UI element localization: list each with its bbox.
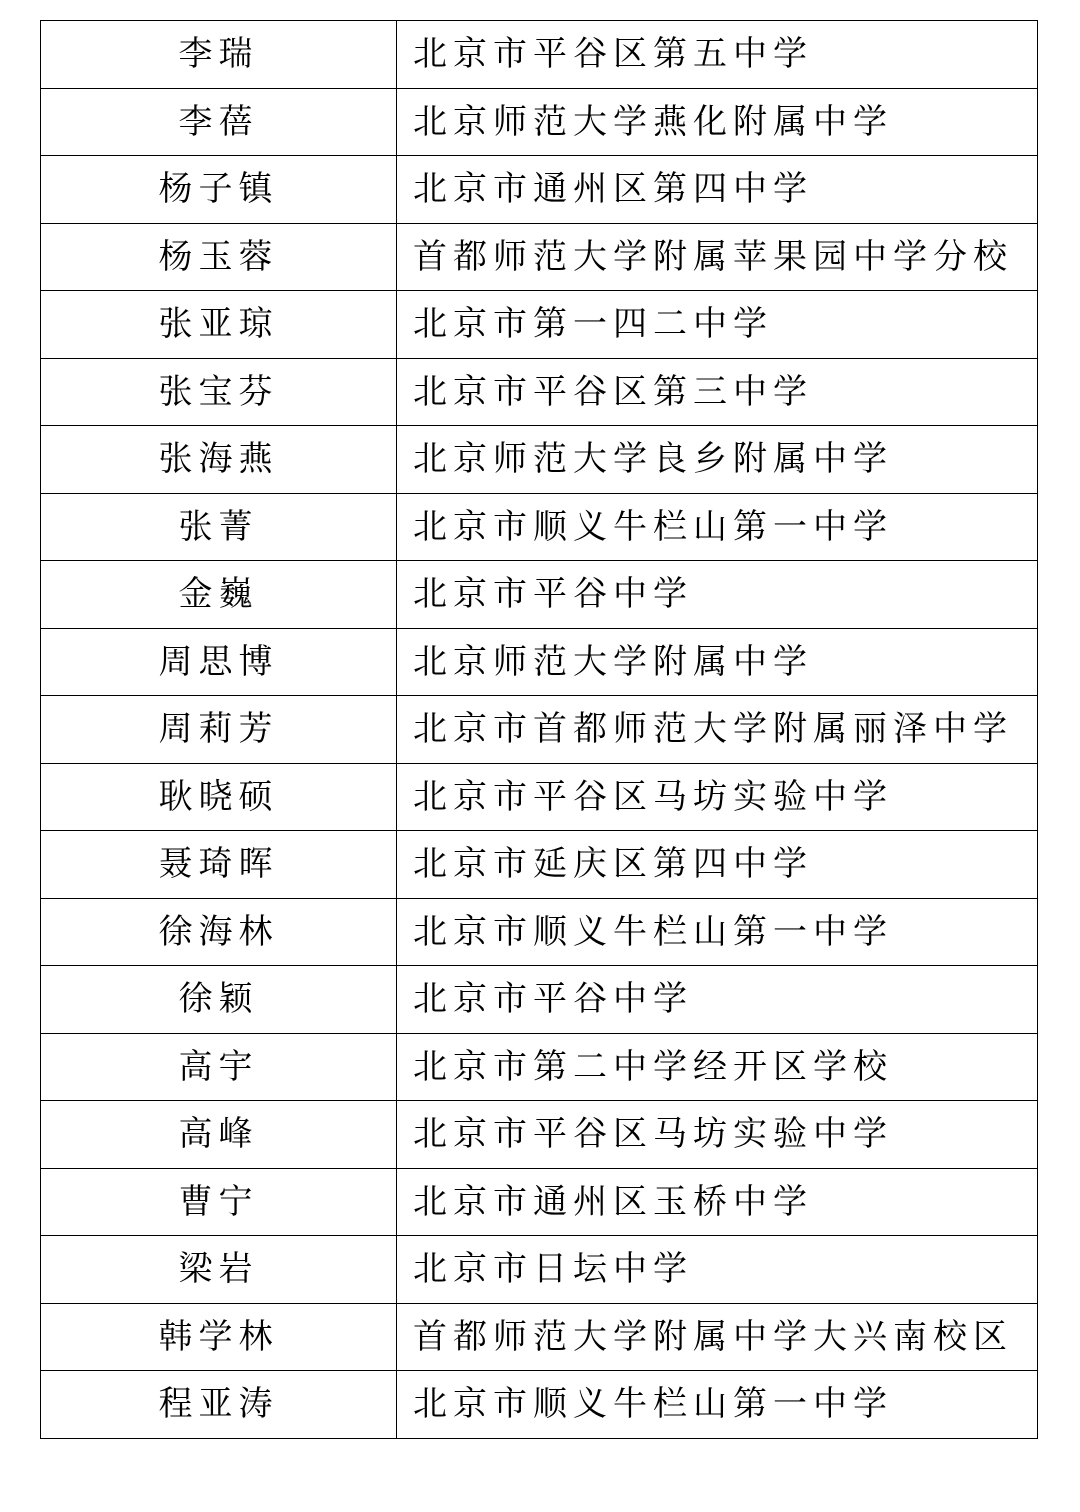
teacher-name-cell: 金巍 [41, 561, 397, 629]
teacher-name-cell: 聂琦晖 [41, 831, 397, 899]
roster-table-container [40, 20, 1037, 1439]
school-name-cell: 北京市日坛中学 [397, 1236, 1038, 1304]
table-row [41, 966, 1038, 1034]
table-row [41, 1033, 1038, 1101]
table-row [41, 1101, 1038, 1169]
table-row [41, 493, 1038, 561]
school-name-cell: 北京市顺义牛栏山第一中学 [397, 1371, 1038, 1439]
table-row [41, 1236, 1038, 1304]
teacher-name-cell: 杨玉蓉 [41, 223, 397, 291]
table-row [41, 763, 1038, 831]
school-name-cell: 北京市平谷中学 [397, 561, 1038, 629]
teacher-name-cell: 韩学林 [41, 1303, 397, 1371]
school-name-cell: 北京市平谷区第五中学 [397, 21, 1038, 89]
school-name-cell: 北京师范大学燕化附属中学 [397, 88, 1038, 156]
table-row [41, 1168, 1038, 1236]
school-name-cell: 北京市平谷区第三中学 [397, 358, 1038, 426]
school-name-cell: 北京市第一四二中学 [397, 291, 1038, 359]
school-name-cell: 北京市平谷区马坊实验中学 [397, 763, 1038, 831]
teacher-name-cell: 徐颖 [41, 966, 397, 1034]
table-row [41, 88, 1038, 156]
teacher-name-cell: 张宝芬 [41, 358, 397, 426]
school-name-cell: 北京市通州区玉桥中学 [397, 1168, 1038, 1236]
table-row [41, 1303, 1038, 1371]
teacher-name-cell: 程亚涛 [41, 1371, 397, 1439]
table-row [41, 696, 1038, 764]
teacher-school-table [40, 20, 1038, 1439]
school-name-cell: 北京市平谷区马坊实验中学 [397, 1101, 1038, 1169]
table-row [41, 561, 1038, 629]
school-name-cell: 北京市平谷中学 [397, 966, 1038, 1034]
school-name-cell: 首都师范大学附属中学大兴南校区 [397, 1303, 1038, 1371]
school-name-cell: 北京市顺义牛栏山第一中学 [397, 493, 1038, 561]
table-body [41, 21, 1038, 1439]
teacher-name-cell: 杨子镇 [41, 156, 397, 224]
teacher-name-cell: 耿晓硕 [41, 763, 397, 831]
table-row [41, 358, 1038, 426]
table-row [41, 831, 1038, 899]
table-row [41, 1371, 1038, 1439]
school-name-cell: 北京市首都师范大学附属丽泽中学 [397, 696, 1038, 764]
table-row [41, 628, 1038, 696]
teacher-name-cell: 李瑞 [41, 21, 397, 89]
teacher-name-cell: 张菁 [41, 493, 397, 561]
table-row [41, 291, 1038, 359]
teacher-name-cell: 张海燕 [41, 426, 397, 494]
table-row [41, 21, 1038, 89]
school-name-cell: 北京市顺义牛栏山第一中学 [397, 898, 1038, 966]
school-name-cell: 北京市通州区第四中学 [397, 156, 1038, 224]
table-row [41, 898, 1038, 966]
teacher-name-cell: 周莉芳 [41, 696, 397, 764]
teacher-name-cell: 梁岩 [41, 1236, 397, 1304]
school-name-cell: 首都师范大学附属苹果园中学分校 [397, 223, 1038, 291]
teacher-name-cell: 李蓓 [41, 88, 397, 156]
teacher-name-cell: 张亚琼 [41, 291, 397, 359]
school-name-cell: 北京市第二中学经开区学校 [397, 1033, 1038, 1101]
teacher-name-cell: 高峰 [41, 1101, 397, 1169]
school-name-cell: 北京市延庆区第四中学 [397, 831, 1038, 899]
teacher-name-cell: 曹宁 [41, 1168, 397, 1236]
table-row [41, 223, 1038, 291]
teacher-name-cell: 高宇 [41, 1033, 397, 1101]
school-name-cell: 北京师范大学附属中学 [397, 628, 1038, 696]
teacher-name-cell: 周思博 [41, 628, 397, 696]
table-row [41, 426, 1038, 494]
school-name-cell: 北京师范大学良乡附属中学 [397, 426, 1038, 494]
table-row [41, 156, 1038, 224]
teacher-name-cell: 徐海林 [41, 898, 397, 966]
